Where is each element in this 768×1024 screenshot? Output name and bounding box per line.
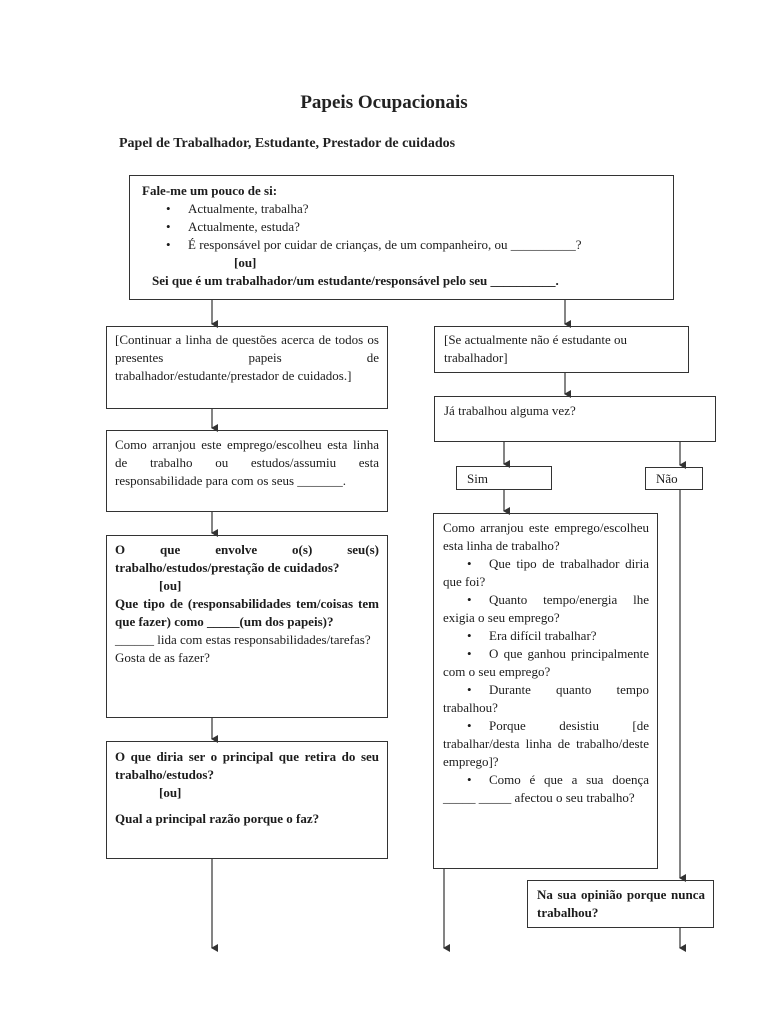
main-benefit-or: [ou]	[159, 785, 182, 800]
worked-bullet-item: • Quanto tempo/energia lhe exigia o seu emprego?	[443, 591, 649, 627]
yes-label: Sim	[467, 471, 488, 486]
intro-statement: Sei que é um trabalhador/um estudante/responsável pelo seu __________.	[152, 273, 559, 288]
not-current-text: [Se actualmente não é estudante ou trabalhador]	[444, 332, 628, 365]
worked-bullet-item: • Que tipo de trabalhador diria que foi?	[443, 555, 649, 591]
worked-bullet-item: • O que ganhou principalmente com o seu emprego?	[443, 645, 649, 681]
worked-bullet-item: • Como é que a sua doença _____ _____ afectou o seu trabalho?	[443, 771, 649, 807]
involves-question-3: ______ lida com estas responsabilidades/tarefas?	[115, 632, 371, 647]
never-worked-text: Na sua opinião porque nunca trabalhou?	[537, 887, 705, 920]
worked-bullet-item: • Era difícil trabalhar?	[443, 627, 649, 645]
how-got-job-text: Como arranjou este emprego/escolheu esta linha de trabalho ou estudos/assumiu esta responsabilidade para com os seus _______.	[115, 437, 379, 488]
intro-bullet-item: • É responsável por cuidar de crianças, de um companheiro, ou __________?	[188, 236, 663, 254]
involves-question-4: Gosta de as fazer?	[115, 650, 210, 665]
worked-bullet-item: • Durante quanto tempo trabalhou?	[443, 681, 649, 717]
involves-question-1: O que envolve o(s) seu(s) trabalho/estudos/prestação de cuidados?	[115, 542, 379, 575]
main-benefit-question-2: Qual a principal razão porque o faz?	[115, 811, 320, 826]
ever-worked-text: Já trabalhou alguma vez?	[444, 403, 576, 418]
worked-intro: Como arranjou este emprego/escolheu esta linha de trabalho?	[443, 520, 649, 553]
intro-or: [ou]	[234, 255, 257, 270]
main-benefit-question-1: O que diria ser o principal que retira do seu trabalho/estudos?	[115, 749, 379, 782]
involves-question-2: Que tipo de (responsabilidades tem/coisas tem que fazer) como _____(um dos papeis)?	[115, 596, 379, 629]
intro-bullet-item: • Actualmente, trabalha?	[188, 200, 663, 218]
page-subtitle: Papel de Trabalhador, Estudante, Prestador de cuidados	[119, 136, 456, 151]
continue-questions-text: [Continuar a linha de questões acerca de todos os presentes papeis de trabalhador/estudante/prestador de cuidados.]	[115, 332, 379, 383]
page-title: Papeis Ocupacionais	[300, 92, 468, 113]
worked-bullet-item: • Porque desistiu [de trabalhar/desta linha de trabalho/deste emprego]?	[443, 717, 649, 771]
no-label: Não	[656, 471, 678, 486]
involves-or: [ou]	[159, 578, 182, 593]
intro-bullet-item: • Actualmente, estuda?	[188, 218, 663, 236]
intro-heading: Fale-me um pouco de si:	[142, 183, 278, 198]
